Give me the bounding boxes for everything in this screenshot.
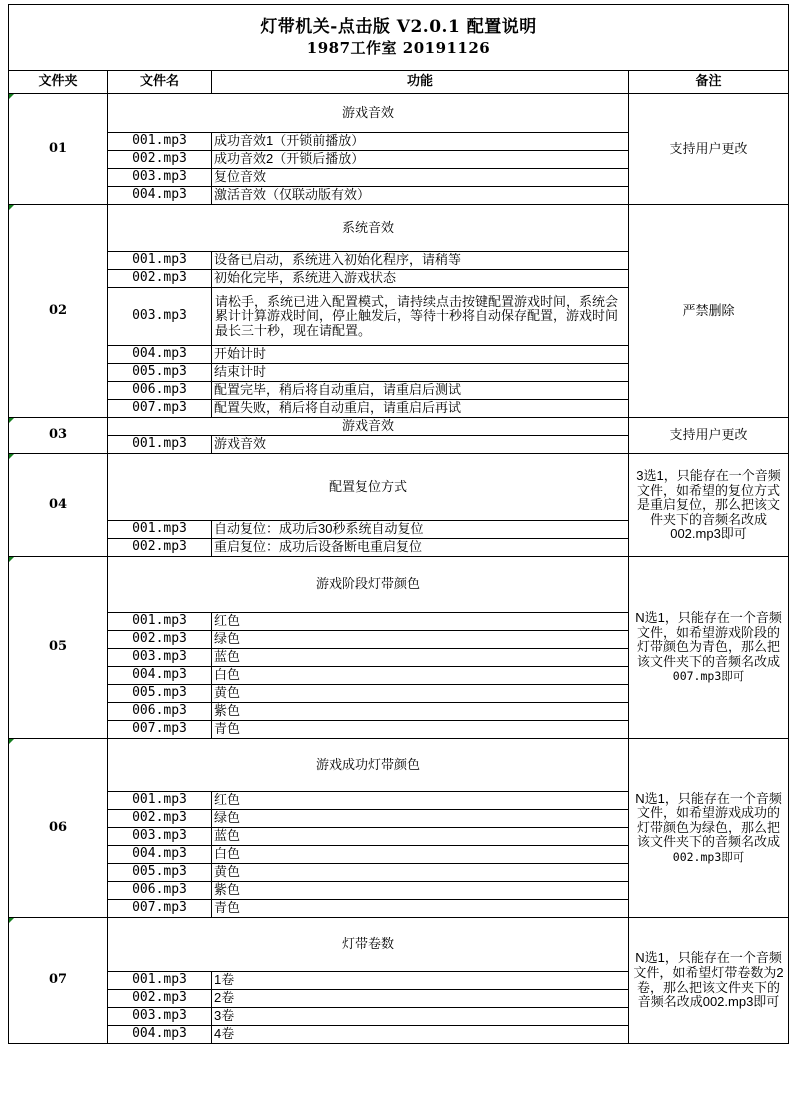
section-title-05: 游戏阶段灯带颜色 [108, 557, 629, 613]
function-cell: 青色 [212, 721, 629, 739]
document-title: 灯带机关-点击版 V2.0.1 配置说明 [260, 16, 537, 37]
filename-cell: 001.mp3 [108, 613, 212, 631]
filename-cell: 007.mp3 [108, 900, 212, 918]
section-01-title-row [9, 94, 789, 133]
filename-cell: 001.mp3 [108, 792, 212, 810]
excel-error-triangle-icon [9, 205, 14, 210]
function-cell: 绿色 [212, 631, 629, 649]
function-cell: 黄色 [212, 685, 629, 703]
header-row [9, 71, 789, 94]
section-title-07: 灯带卷数 [108, 918, 629, 972]
filename-cell: 004.mp3 [108, 187, 212, 205]
remark-cell-05 [629, 557, 789, 739]
folder-cell-06 [9, 739, 108, 918]
remark-filename: 002.mp3即可 [672, 849, 745, 864]
filename-cell: 003.mp3 [108, 649, 212, 667]
config-table [8, 4, 789, 1044]
function-cell: 开始计时 [212, 346, 629, 364]
filename-cell: 007.mp3 [108, 400, 212, 418]
remark-filename: 007.mp3即可 [672, 669, 745, 684]
section-title-03: 游戏音效 [108, 418, 629, 436]
folder-label: 01 [48, 140, 68, 156]
remark-cell-06 [629, 739, 789, 918]
filename-cell: 004.mp3 [108, 846, 212, 864]
folder-label: 05 [48, 639, 68, 655]
filename-cell: 002.mp3 [108, 539, 212, 557]
folder-label: 02 [48, 302, 68, 318]
filename-cell: 002.mp3 [108, 270, 212, 288]
section-07-title-row [9, 918, 789, 972]
section-04-title-row [9, 454, 789, 521]
folder-label: 06 [48, 819, 68, 835]
function-cell: 2卷 [212, 990, 629, 1008]
filename-cell: 005.mp3 [108, 864, 212, 882]
filename-cell: 005.mp3 [108, 685, 212, 703]
folder-label: 04 [48, 496, 68, 512]
function-cell: 绿色 [212, 810, 629, 828]
header-remark: 备注 [629, 71, 789, 94]
folder-cell-07 [9, 918, 108, 1044]
section-06-title-row [9, 739, 789, 792]
filename-cell: 001.mp3 [108, 252, 212, 270]
folder-cell-01 [9, 94, 108, 205]
remark-text: N选1，只能存在一个音频文件，如希望游戏阶段的灯带颜色为青色，那么把该文件夹下的音频名改成 [635, 610, 782, 669]
filename-cell: 007.mp3 [108, 721, 212, 739]
function-cell: 设备已启动，系统进入初始化程序，请稍等 [212, 252, 629, 270]
filename-cell: 002.mp3 [108, 631, 212, 649]
filename-cell: 001.mp3 [108, 521, 212, 539]
filename-cell: 006.mp3 [108, 703, 212, 721]
filename-cell: 005.mp3 [108, 364, 212, 382]
header-folder: 文件夹 [9, 71, 108, 94]
folder-cell-02 [9, 205, 108, 418]
excel-error-triangle-icon [9, 557, 14, 562]
function-cell: 3卷 [212, 1008, 629, 1026]
section-title-01: 游戏音效 [108, 94, 629, 133]
function-cell: 配置完毕，稍后将自动重启，请重启后测试 [212, 382, 629, 400]
remark-cell-01: 支持用户更改 [629, 94, 789, 205]
excel-error-triangle-icon [9, 94, 14, 99]
function-cell: 4卷 [212, 1026, 629, 1044]
function-cell: 初始化完毕，系统进入游戏状态 [212, 270, 629, 288]
filename-cell: 004.mp3 [108, 667, 212, 685]
excel-error-triangle-icon [9, 918, 14, 923]
filename-cell: 002.mp3 [108, 810, 212, 828]
function-cell: 自动复位：成功后30秒系统自动复位 [212, 521, 629, 539]
function-cell: 红色 [212, 792, 629, 810]
filename-cell: 003.mp3 [108, 1008, 212, 1026]
folder-cell-03 [9, 418, 108, 454]
title-row [9, 5, 789, 71]
filename-cell: 001.mp3 [108, 972, 212, 990]
section-title-02: 系统音效 [108, 205, 629, 252]
function-cell: 蓝色 [212, 828, 629, 846]
section-03-title-row [9, 418, 789, 436]
function-cell: 蓝色 [212, 649, 629, 667]
header-filename: 文件名 [108, 71, 212, 94]
excel-error-triangle-icon [9, 454, 14, 459]
function-cell: 重启复位：成功后设备断电重启复位 [212, 539, 629, 557]
filename-cell: 002.mp3 [108, 990, 212, 1008]
filename-cell: 003.mp3 [108, 169, 212, 187]
filename-cell: 002.mp3 [108, 151, 212, 169]
filename-cell: 001.mp3 [108, 436, 212, 454]
filename-cell: 003.mp3 [108, 288, 212, 346]
section-title-04: 配置复位方式 [108, 454, 629, 521]
excel-error-triangle-icon [9, 418, 14, 423]
folder-cell-05 [9, 557, 108, 739]
remark-text: N选1，只能存在一个音频文件，如希望游戏成功的灯带颜色为绿色，那么把该文件夹下的音频名改成 [635, 790, 782, 850]
function-cell: 红色 [212, 613, 629, 631]
filename-cell: 006.mp3 [108, 882, 212, 900]
filename-cell: 001.mp3 [108, 133, 212, 151]
filename-cell: 004.mp3 [108, 346, 212, 364]
function-cell: 结束计时 [212, 364, 629, 382]
filename-cell: 003.mp3 [108, 828, 212, 846]
filename-cell: 006.mp3 [108, 382, 212, 400]
function-cell: 成功音效1（开锁前播放） [212, 133, 629, 151]
section-05-title-row [9, 557, 789, 613]
excel-error-triangle-icon [9, 739, 14, 744]
filename-cell: 004.mp3 [108, 1026, 212, 1044]
function-cell: 1卷 [212, 972, 629, 990]
function-cell: 复位音效 [212, 169, 629, 187]
folder-label: 03 [48, 427, 68, 443]
function-cell: 游戏音效 [212, 436, 629, 454]
function-cell: 紫色 [212, 703, 629, 721]
title-cell [9, 5, 789, 71]
function-cell: 激活音效（仅联动版有效） [212, 187, 629, 205]
function-cell: 紫色 [212, 882, 629, 900]
section-title-06: 游戏成功灯带颜色 [108, 739, 629, 792]
function-cell: 白色 [212, 667, 629, 685]
folder-label: 07 [48, 972, 68, 988]
remark-cell-07: N选1，只能存在一个音频文件，如希望灯带卷数为2卷，那么把该文件夹下的音频名改成002.mp3即可 [629, 918, 789, 1044]
folder-cell-04 [9, 454, 108, 557]
function-cell: 青色 [212, 900, 629, 918]
document-subtitle: 1987工作室 20191126 [306, 38, 491, 57]
function-cell: 黄色 [212, 864, 629, 882]
remark-cell-04: 3选1，只能存在一个音频文件，如希望的复位方式是重启复位，那么把该文件夹下的音频名改成002.mp3即可 [629, 454, 789, 557]
header-function: 功能 [212, 71, 629, 94]
function-cell: 成功音效2（开锁后播放） [212, 151, 629, 169]
function-cell: 请松手，系统已进入配置模式，请持续点击按键配置游戏时间，系统会累计计算游戏时间，停止触发后，等待十秒将自动保存配置，游戏时间最长三十秒，现在请配置。 [212, 288, 629, 346]
section-02-title-row [9, 205, 789, 252]
remark-cell-02: 严禁删除 [629, 205, 789, 418]
remark-cell-03: 支持用户更改 [629, 418, 789, 454]
function-cell: 配置失败，稍后将自动重启，请重启后再试 [212, 400, 629, 418]
function-cell: 白色 [212, 846, 629, 864]
